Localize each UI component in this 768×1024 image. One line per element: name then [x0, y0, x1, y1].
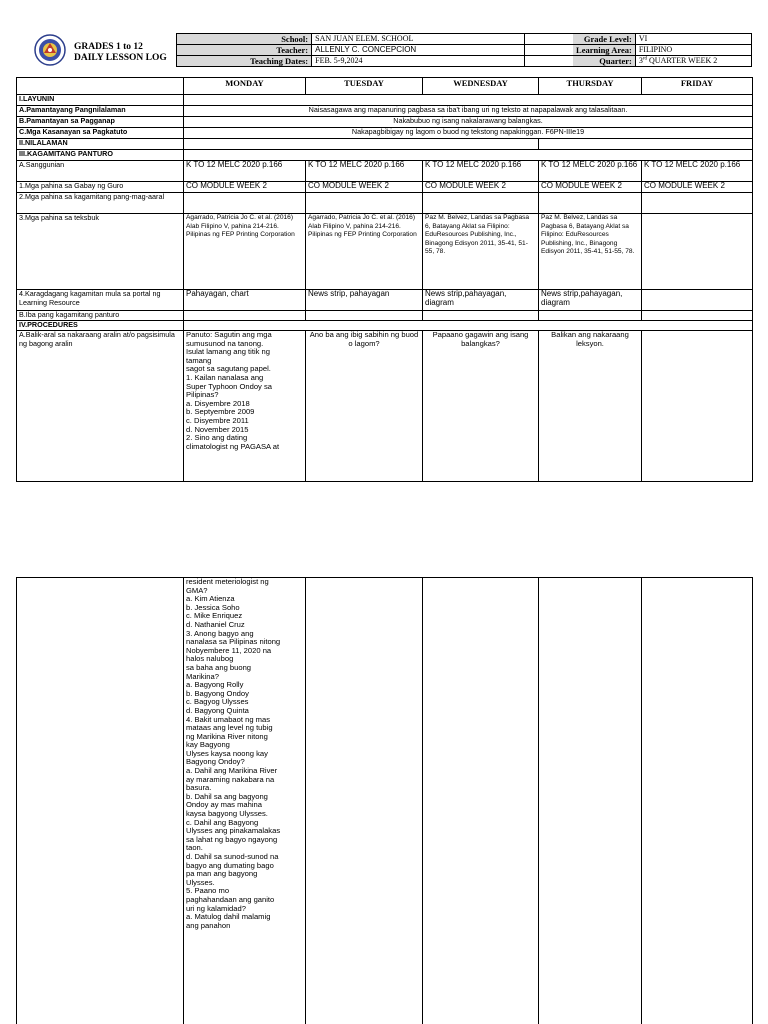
row-pangmag	[17, 193, 753, 214]
deped-seal-icon	[34, 34, 66, 66]
teksbuk-label: 3.Mga pahina sa teksbuk	[17, 214, 184, 290]
mon-line: 1. Kailan nanalasa ang	[186, 372, 264, 382]
day-wednesday: WEDNESDAY	[423, 78, 539, 95]
day-header-row	[17, 78, 753, 95]
title-line-2: DAILY LESSON LOG	[74, 53, 167, 63]
info-table	[176, 33, 752, 67]
mon-cont-line: Ulysses ang pinakamalakas	[186, 826, 281, 836]
mon-cont-line: ng Marikina River nitong	[186, 731, 268, 741]
lesson-table-continued	[16, 577, 753, 1024]
pangmag-fri	[642, 193, 753, 214]
mon-cont-line: basura.	[186, 783, 212, 793]
row-teksbuk	[17, 214, 753, 290]
pangmag-wed	[423, 193, 539, 214]
karagdagan-wed: News strip,pahayagan, diagram	[423, 290, 539, 311]
mon-line: d. November 2015	[186, 424, 249, 434]
cont-tue	[306, 578, 423, 1024]
mon-line: Isulat lamang ang titik ng	[186, 347, 271, 357]
nilalaman-empty	[184, 139, 539, 150]
a-value: Naisasagawa ang mapanuring pagbasa sa iba't ibang uri ng teksto at napapalawak ang talasalitaan.	[184, 106, 753, 117]
mon-cont-line: bagyo ang dumating bago	[186, 860, 274, 870]
row-balik-aral	[17, 331, 753, 482]
sanggunian-fri: K TO 12 MELC 2020 p.166	[642, 161, 753, 182]
layunin-empty	[184, 95, 753, 106]
mon-cont-line: nanalasa sa Pilipinas nitong	[186, 637, 281, 647]
cont-label-cell	[17, 578, 184, 1024]
sanggunian-mon: K TO 12 MELC 2020 p.166	[184, 161, 306, 182]
c-label: C.Mga Kasanayan sa Pagkatuto	[17, 128, 184, 139]
mon-cont-line: Bagyong Ondoy?	[186, 757, 245, 767]
mon-cont-line: 5. Paano mo	[186, 886, 230, 896]
kagamitan-empty	[184, 150, 753, 161]
mon-cont-line: b. Jessica Soho	[186, 602, 240, 612]
teksbuk-fri	[642, 214, 753, 290]
grade-label: Grade Level:	[573, 34, 635, 45]
iba-thu	[539, 311, 642, 321]
mon-cont-line: pa man ang bagyong	[186, 869, 258, 879]
mon-cont-line: Ulysses.	[186, 877, 215, 887]
info-gap	[524, 34, 573, 45]
balik-label: A.Balik-aral sa nakaraang aralin at/o pagsisimula ng bagong aralin	[17, 331, 184, 482]
pangmag-tue	[306, 193, 423, 214]
mon-cont-line: c. Dahil ang Bagyong	[186, 817, 259, 827]
gabay-mon: CO MODULE WEEK 2	[184, 182, 306, 193]
mon-cont-line: ay maraming nakabara na	[186, 774, 275, 784]
row-sanggunian	[17, 161, 753, 182]
nilalaman-empty-2	[539, 139, 753, 150]
cont-wed	[423, 578, 539, 1024]
iba-wed	[423, 311, 539, 321]
mon-line: a. Disyembre 2018	[186, 398, 250, 408]
karagdagan-mon: Pahayagan, chart	[184, 290, 306, 311]
mon-cont-line: a. Bagyong Rolly	[186, 680, 244, 690]
row-balik-aral-continued	[17, 578, 753, 1024]
gabay-label: 1.Mga pahina sa Gabay ng Guro	[17, 182, 184, 193]
pangmag-label: 2.Mga pahina sa kagamitang pang-mag-aaral	[17, 193, 184, 214]
balik-fri	[642, 331, 753, 482]
iba-label: B.Iba pang kagamitang panturo	[17, 311, 184, 321]
lesson-table	[16, 77, 753, 482]
document-title	[74, 42, 167, 64]
dates-value: FEB. 5-9,2024	[312, 56, 525, 67]
mon-cont-line: b. Dahil sa ang bagyong	[186, 791, 268, 801]
kagamitan-label: III.KAGAMITANG PANTURO	[17, 150, 184, 161]
mon-cont-line: paghahandaan ang ganito	[186, 894, 275, 904]
gabay-thu: CO MODULE WEEK 2	[539, 182, 642, 193]
procedures-empty	[184, 321, 753, 331]
quarter-value	[635, 56, 751, 67]
mon-cont-line: c. Bagyog Ulysses	[186, 697, 249, 707]
quarter-sup: rd	[642, 56, 648, 62]
iba-fri	[642, 311, 753, 321]
mon-cont-line: a. Matulog dahil malamig	[186, 912, 271, 922]
area-value: FILIPINO	[635, 45, 751, 56]
pangmag-thu	[539, 193, 642, 214]
info-gap	[524, 45, 573, 56]
iba-tue	[306, 311, 423, 321]
row-pamantayang-pangnilalaman	[17, 106, 753, 117]
teksbuk-thu: Paz M. Belvez, Landas sa Pagbasa 6, Batayang Aklat sa Filipino: EduResources Publishing, Inc., Binagong Edisyon 2011, 35-41, 51-55, 78.	[539, 214, 642, 290]
mon-cont-line: d. Nathaniel Cruz	[186, 619, 245, 629]
sanggunian-thu: K TO 12 MELC 2020 p.166	[539, 161, 642, 182]
teacher-value: ALLENLY C. CONCEPCION	[312, 45, 525, 56]
mon-cont-line: d. Dahil sa sunod-sunod na	[186, 852, 279, 861]
mon-cont-line: Nobyembere 11, 2020 na	[186, 645, 272, 655]
row-procedures	[17, 321, 753, 331]
teksbuk-wed: Paz M. Belvez, Landas sa Pagbasa 6, Batayang Aklat sa Filipino: EduResources Publishing, Inc., Binagong Edisyon 2011, 35-41, 51-55, 78.	[423, 214, 539, 290]
mon-cont-line: uri ng kalamidad?	[186, 903, 246, 913]
mon-cont-line: kaysa bagyong Ulysses.	[186, 809, 268, 819]
row-pamantayan-pagganap	[17, 117, 753, 128]
mon-cont-line: Marikina?	[186, 671, 219, 681]
balik-mon-continued	[184, 578, 306, 1024]
balik-mon	[184, 331, 306, 482]
karagdagan-thu: News strip,pahayagan, diagram	[539, 290, 642, 311]
mon-cont-line: mataas ang level ng tubig	[186, 723, 273, 733]
karagdagan-tue: News strip, pahayagan	[306, 290, 423, 311]
row-nilalaman	[17, 139, 753, 150]
mon-line: 2. Sino ang dating	[186, 433, 248, 443]
mon-line: Panuto: Sagutin ang mga	[186, 330, 272, 339]
day-tuesday: TUESDAY	[306, 78, 423, 95]
mon-cont-line: a. Dahil ang Marikina River	[186, 766, 278, 776]
quarter-label: Quarter:	[573, 56, 635, 67]
row-gabay	[17, 182, 753, 193]
nilalaman-label: II.NILALAMAN	[17, 139, 184, 150]
c-value: Nakapagbibigay ng lagom o buod ng tekstong napakinggan. F6PN-IIIe19	[184, 128, 753, 139]
teacher-label: Teacher:	[177, 45, 312, 56]
mon-cont-line: Ulyses kaysa noong kay	[186, 748, 268, 758]
mon-cont-line: sa lahat ng bagyo ngayong	[186, 834, 278, 844]
quarter-num: 3	[638, 56, 643, 65]
row-kasanayan	[17, 128, 753, 139]
mon-line: sumusunod na tanong.	[186, 338, 264, 348]
pangmag-mon	[184, 193, 306, 214]
day-monday: MONDAY	[184, 78, 306, 95]
row-layunin	[17, 95, 753, 106]
row-iba	[17, 311, 753, 321]
mon-line: b. Septyembre 2009	[186, 407, 255, 417]
info-gap	[524, 56, 573, 67]
karagdagan-fri	[642, 290, 753, 311]
balik-tue: Ano ba ang ibig sabihin ng buod o lagom?	[306, 331, 423, 482]
day-friday: FRIDAY	[642, 78, 753, 95]
corner-cell	[17, 78, 184, 95]
day-thursday: THURSDAY	[539, 78, 642, 95]
school-label: School:	[177, 34, 312, 45]
b-value: Nakabubuo ng isang nakalarawang balangkas.	[184, 117, 753, 128]
a-label: A.Pamantayang Pangnilalaman	[17, 106, 184, 117]
iba-mon	[184, 311, 306, 321]
karagdagan-label: 4.Karagdagang kagamitan mula sa portal ng Learning Resource	[17, 290, 184, 311]
title-line-1: GRADES 1 to 12	[74, 42, 143, 52]
mon-cont-line: taon.	[186, 843, 203, 853]
gabay-tue: CO MODULE WEEK 2	[306, 182, 423, 193]
gabay-wed: CO MODULE WEEK 2	[423, 182, 539, 193]
mon-cont-line: kay Bagyong	[186, 740, 230, 750]
mon-cont-line: resident meteriologist ng	[186, 577, 269, 586]
school-value: SAN JUAN ELEM. SCHOOL	[312, 34, 525, 45]
row-karagdagan	[17, 290, 753, 311]
mon-cont-line: Ondoy ay mas mahina	[186, 800, 262, 810]
layunin-label: I.LAYUNIN	[17, 95, 184, 106]
gabay-fri: CO MODULE WEEK 2	[642, 182, 753, 193]
mon-cont-line: sa baha ang buong	[186, 662, 252, 672]
dates-label: Teaching Dates:	[177, 56, 312, 67]
teksbuk-mon: Agarrado, Patricia Jo C. et al. (2016) Alab Filipino V, pahina 214-216. Pilipinas ng FEP Printing Corporation	[184, 214, 306, 290]
mon-line: sagot sa sagutang papel.	[186, 364, 271, 374]
mon-cont-line: c. Mike Enriquez	[186, 611, 243, 621]
mon-cont-line: a. Kim Atienza	[186, 594, 235, 604]
mon-cont-line: ang panahon	[186, 920, 231, 930]
mon-cont-line: GMA?	[186, 585, 208, 595]
procedures-label: IV.PROCEDURES	[17, 321, 184, 331]
balik-wed: Papaano gagawin ang isang balangkas?	[423, 331, 539, 482]
mon-cont-line: 4. Bakit umabaot ng mas	[186, 714, 270, 724]
sanggunian-wed: K TO 12 MELC 2020 p.166	[423, 161, 539, 182]
row-kagamitan	[17, 150, 753, 161]
mon-line: c. Disyembre 2011	[186, 415, 249, 425]
mon-line: climatologist ng PAGASA at	[186, 441, 280, 451]
b-label: B.Pamantayan sa Pagganap	[17, 117, 184, 128]
balik-thu: Balikan ang nakaraang leksyon.	[539, 331, 642, 482]
teksbuk-tue: Agarrado, Patricia Jo C. et al. (2016) Alab Filipino V, pahina 214-216. Pilipinas ng FEP Printing Corporation	[306, 214, 423, 290]
mon-line: Super Typhoon Ondoy sa	[186, 381, 272, 391]
sanggunian-label: A.Sanggunian	[17, 161, 184, 182]
mon-cont-line: d. Bagyong Quinta	[186, 705, 249, 715]
mon-line: tamang	[186, 355, 212, 365]
cont-fri	[642, 578, 753, 1024]
cont-thu	[539, 578, 642, 1024]
mon-cont-line: b. Bagyong Ondoy	[186, 688, 249, 698]
mon-line: Pilipinas?	[186, 390, 219, 400]
area-label: Learning Area:	[573, 45, 635, 56]
grade-value: VI	[635, 34, 751, 45]
quarter-rest: QUARTER WEEK 2	[647, 56, 718, 65]
mon-cont-line: halos nalubog	[186, 654, 234, 664]
mon-cont-line: 3. Anong bagyo ang	[186, 628, 254, 638]
sanggunian-tue: K TO 12 MELC 2020 p.166	[306, 161, 423, 182]
